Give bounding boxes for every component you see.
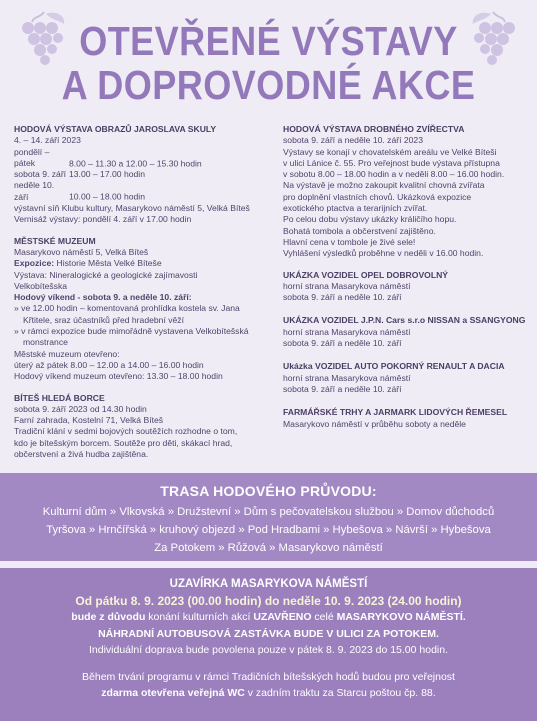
route-title: TRASA HODOVÉHO PRŮVODU: [160, 483, 377, 499]
text-line: sobota 9. září a neděle 10. září 2023 [283, 135, 423, 146]
weekend-heading: Hodový víkend - sobota 9. a neděle 10. září: [14, 292, 192, 303]
section-heading: Ukázka VOZIDEL AUTO POKORNÝ RENAULT A DACIA [283, 361, 505, 372]
text-line: Hlavní cena v tombole je živé sele! [283, 236, 416, 247]
section-heading: MĚSTSKÉ MUZEUM [14, 235, 96, 246]
text-line: občerstvení a živá hudba zajištěna. [14, 449, 149, 460]
opening-hours: úterý až pátek 8.00 – 12.00 a 14.00 – 16.00 hodin [14, 359, 204, 370]
closure-reason: bude z důvodu konání kulturních akcí UZAVŘENO celé MASARYKOVO NÁMĚSTÍ. [71, 611, 466, 623]
nissan-show [283, 315, 528, 349]
text-line: Vyhlášení výsledků proběhne v neděli v 16.00 hodin. [283, 248, 484, 259]
text-line: v ulici Lánice č. 55. Pro veřejnost bude výstava přístupna [283, 157, 500, 168]
text-line: kdo je bítešským borcem. Soutěže pro děti, skákací hrad, [14, 437, 233, 448]
text-line: sobota 9. září 2023 od 14.30 hodin [14, 403, 147, 414]
route-line: Tyršova » Hrnčířská » kruhový objezd » Pod Hradbami » Hybešova » Návrší » Hybešova [46, 524, 491, 536]
section-heading: UKÁZKA VOZIDEL J.P.N. Cars s.r.o NISSAN a SSANGYONG [283, 315, 526, 326]
text-line: Výstavy se konají v chovatelském areálu ve Velké Bíteši [283, 146, 497, 157]
page-title-line-1: OTEVŘENÉ VÝSTAVY [79, 18, 458, 64]
route-line: Za Potokem » Růžová » Masarykovo náměstí [154, 542, 383, 554]
route-line: Kulturní dům » Vlkovská » Družstevní » Dům s pečovatelskou službou » Domov důchodců [42, 506, 495, 518]
text-line: sobota 9. září a neděle 10. září [283, 383, 402, 394]
place: výstavní síň Klubu kultury, Masarykovo náměstí 5, Velká Bíteš [14, 203, 250, 214]
text-line: exotického ptactva a terarijních zvířat. [283, 203, 428, 214]
list-item-cont: Křtitele, sraz účastníků před hradební věží [23, 314, 184, 325]
section-heading: FARMÁŘSKÉ TRHY A JARMARK LIDOVÝCH ŘEMESEL [283, 407, 508, 418]
bus-stop-notice: NÁHRADNÍ AUTOBUSOVÁ ZASTÁVKA BUDE V ULICI ZA POTOKEM. [98, 627, 439, 640]
list-item-cont: monstrance [23, 337, 68, 348]
route-band [0, 473, 537, 561]
schedule-row: neděle 10. září 10.00 – 18.00 hodin [14, 180, 145, 202]
exhibitions: Výstava: Nineralogické a geologické zajímavosti [14, 269, 198, 280]
text-line: v sobotu 8.00 – 18.00 hodin a v neděli 8.00 – 16.00 hodin. [283, 169, 505, 180]
vernisage: Vernisáž výstavy: pondělí 4. září v 17.00 hodin [14, 214, 192, 225]
schedule-row: pondělí – pátek 8.00 – 11.30 a 12.00 – 15.30 hodin [14, 146, 202, 168]
opening-label: Městské muzeum otevřeno: [14, 348, 120, 359]
farmers-market [283, 407, 528, 430]
section-heading: UKÁZKA VOZIDEL OPEL DOBROVOLNÝ [283, 269, 449, 280]
section-heading: HODOVÁ VÝSTAVA DROBNÉHO ZVÍŘECTVA [283, 124, 465, 134]
text-line: Na výstavě je možno zakoupit kvalitní chovná zvířata [283, 180, 485, 191]
right-column [283, 124, 528, 440]
bites-competition [14, 393, 266, 461]
list-item: » ve 12.00 hodin – komentovaná prohlídka kostela sv. Jana [14, 303, 240, 314]
renault-show [283, 361, 528, 395]
exhibition-skula [14, 124, 266, 226]
wc-notice-2: zdarma otevřena veřejná WC v zadním traktu za Starcu poštou čp. 88. [101, 687, 436, 699]
text-line: Po celou dobu výstavy ukázky králičího hopu. [283, 214, 457, 225]
section-heading: HODOVÁ VÝSTAVA OBRAZŮ JAROSLAVA SKULY [14, 124, 217, 134]
schedule-row: sobota 9. září 13.00 – 17.00 hodin [14, 169, 145, 180]
address: Masarykovo náměstí 5, Velká Bíteš [14, 246, 149, 257]
text-line: sobota 9. září a neděle 10. září [283, 338, 402, 349]
dates: 4. – 14. září 2023 [14, 135, 81, 146]
expo-line: Expozice: Historie Města Velké Bíteše [14, 258, 162, 269]
text-line: Masarykovo náměstí v průběhu soboty a neděle [283, 418, 466, 429]
text-line: pro doplnění vlastních chovů. Ukázková expozice [283, 191, 472, 202]
wc-notice: Během trvání programu v rámci Tradičních bítešských hodů budou pro veřejnost [82, 670, 455, 683]
left-column [14, 124, 266, 470]
traffic-notice: Individuální doprava bude povolena pouze v pátek 8. 9. 2023 do 15.00 hodin. [88, 644, 449, 656]
text-line: horní strana Masarykova náměstí [283, 372, 411, 383]
text-line: horní strana Masarykova náměstí [283, 326, 411, 337]
header [0, 0, 537, 110]
text-line: Farní zahrada, Kostelní 71, Velká Bíteš [14, 415, 164, 426]
opening-hours: Hodový víkend muzeum otevřeno: 13.30 – 18.00 hodin [14, 371, 223, 382]
text-line: Tradiční klání v sedmi bojových soutěžích rozhodne o tom, [14, 426, 238, 437]
exhibitions: Velkobítešska [14, 280, 68, 291]
town-museum [14, 236, 266, 383]
text-line: horní strana Masarykova náměstí [283, 280, 411, 291]
animal-exhibition [283, 124, 528, 260]
route-text [0, 503, 537, 557]
closure-band [0, 568, 537, 721]
list-item: » v rámci expozice bude mimořádně vystavena Velkobítešská [14, 326, 249, 337]
opel-show [283, 270, 528, 304]
text-line: Bohatá tombola a občerstvení zajištěno. [283, 225, 436, 236]
page-title-line-2: A DOPROVODNÉ AKCE [61, 62, 476, 108]
closure-dates: Od pátku 8. 9. 2023 (00.00 hodin) do neděle 10. 9. 2023 (24.00 hodin) [75, 593, 462, 608]
closure-title: UZAVÍRKA MASARYKOVA NÁMĚSTÍ [169, 578, 368, 590]
text-line: sobota 9. září a neděle 10. září [283, 292, 402, 303]
section-heading: BÍTEŠ HLEDÁ BORCE [14, 392, 105, 403]
